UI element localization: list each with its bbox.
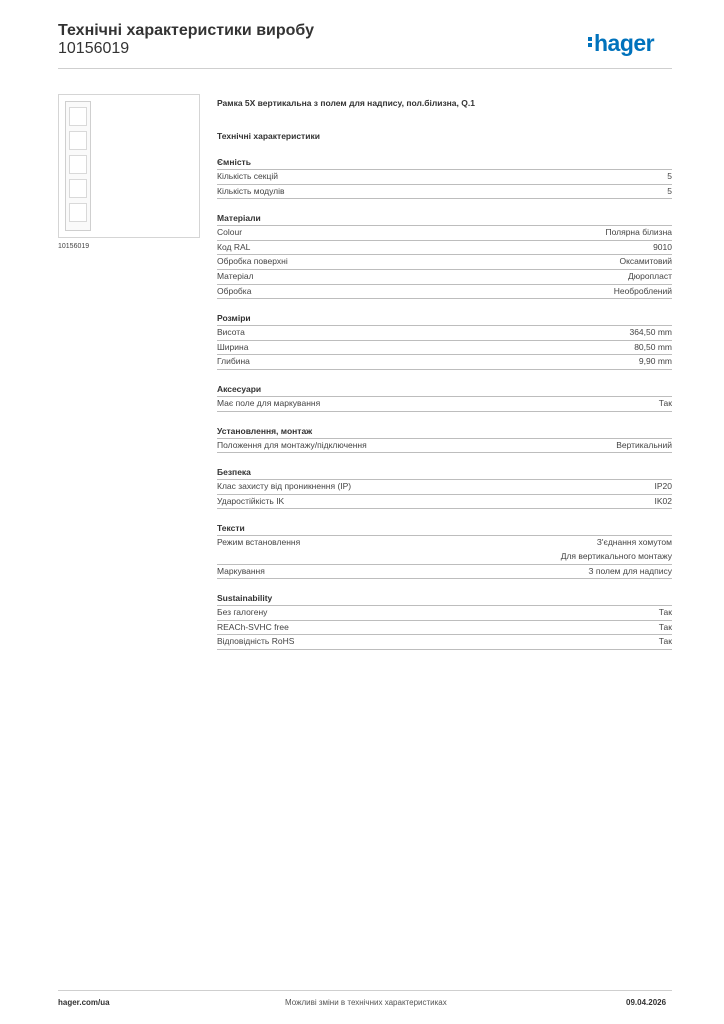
footer-date: 09.04.2026: [626, 998, 667, 1007]
frame-cell: [69, 203, 87, 222]
footer-disclaimer: Можливі зміни в технічних характеристиках: [285, 998, 447, 1007]
spec-value-cell: [655, 495, 673, 509]
page-title: Технічні характеристики виробу: [58, 22, 314, 39]
hager-logo: [588, 30, 654, 57]
frame-cell: [69, 131, 87, 150]
footer-website: hager.com/ua: [58, 998, 110, 1007]
spec-row: [217, 635, 672, 650]
spec-row: [217, 495, 672, 510]
spec-value-cell: [659, 635, 672, 649]
spec-row: [217, 480, 672, 495]
spec-value-cell: [639, 355, 672, 369]
spec-row: [217, 397, 672, 412]
spec-value-cell: [605, 226, 672, 240]
spec-row: [217, 565, 672, 580]
spec-value: 9,90 mm: [638, 356, 672, 367]
spec-row: [217, 226, 672, 241]
spec-label: Матеріал: [217, 270, 254, 281]
footer-divider: [58, 990, 672, 991]
frame-cell: [69, 155, 87, 174]
spec-label: Режим встановлення: [217, 537, 301, 548]
spec-value-cell: [628, 270, 672, 284]
spec-value: Так: [658, 621, 672, 632]
spec-label: Без галогену: [217, 607, 268, 618]
spec-label: Ударостійкість IK: [217, 495, 285, 506]
spec-label: Маркування: [217, 565, 265, 576]
product-image: [58, 94, 200, 238]
section-heading: Технічні характеристики: [217, 131, 320, 141]
spec-label: Обробка поверхні: [217, 256, 288, 267]
spec-row: [217, 255, 672, 270]
spec-group-title: Тексти: [217, 521, 672, 536]
spec-label: Клас захисту від проникнення (IP): [217, 481, 352, 492]
spec-label: Кількість модулів: [217, 185, 285, 196]
spec-value-line2: Для вертикального монтажу: [560, 550, 672, 561]
image-caption: 10156019: [58, 243, 90, 250]
spec-value-cell: [561, 536, 672, 563]
spec-value-cell: [634, 341, 672, 355]
spec-value: IP20: [654, 481, 672, 492]
spec-row: [217, 606, 672, 621]
spec-row: [217, 621, 672, 636]
spec-label: Ширина: [217, 341, 249, 352]
spec-row: [217, 270, 672, 285]
spec-value: Так: [658, 397, 672, 408]
header-divider: [58, 68, 672, 69]
spec-group-title: Розміри: [217, 311, 672, 326]
spec-group-title: Безпека: [217, 465, 672, 480]
spec-value: Полярна білизна: [605, 227, 672, 238]
spec-value-cell: [659, 606, 672, 620]
spec-value: Так: [658, 607, 672, 618]
spec-group-title: Sustainability: [217, 591, 672, 606]
spec-value-cell: [667, 170, 672, 184]
spec-value-cell: [659, 621, 672, 635]
spec-row: [217, 326, 672, 341]
spec-value: 5: [667, 185, 672, 196]
spec-label: REACh-SVHC free: [217, 621, 289, 632]
spec-label: Відповідність RoHS: [217, 636, 295, 647]
product-title: Рамка 5X вертикальна з полем для надпису, пол.білизна, Q.1: [217, 98, 475, 108]
logo-dots-icon: [588, 35, 593, 49]
spec-row: [217, 185, 672, 200]
spec-label: Кількість секцій: [217, 171, 278, 181]
spec-value: З'єднання хомутом: [596, 537, 672, 548]
spec-value-cell: [653, 241, 672, 255]
frame-cell: [69, 179, 87, 198]
spec-group-title: Аксесуари: [217, 382, 672, 397]
spec-row: [217, 439, 672, 454]
spec-value: 80,50 mm: [634, 341, 672, 352]
spec-value-cell: [629, 326, 672, 340]
spec-value-cell: [659, 397, 672, 411]
spec-label: Глибина: [217, 356, 250, 367]
spec-row: [217, 241, 672, 256]
spec-value: Оксамитовий: [619, 256, 672, 267]
spec-label: Colour: [217, 227, 243, 238]
spec-value: Дюропласт: [627, 270, 672, 281]
spec-value-cell: [614, 285, 672, 299]
spec-label: Обробка: [217, 285, 252, 296]
spec-value-cell: [655, 480, 673, 494]
spec-value: Вертикальний: [616, 439, 672, 450]
spec-group-title: Ємність: [217, 155, 672, 170]
spec-value: 364,50 mm: [629, 327, 672, 338]
spec-value: З полем для надпису: [588, 565, 672, 576]
spec-value: Так: [658, 636, 672, 647]
frame-cell: [69, 107, 87, 126]
logo-text: hager: [594, 30, 655, 56]
product-code: 10156019: [58, 40, 130, 57]
spec-row: [217, 285, 672, 300]
spec-group-title: Матеріали: [217, 211, 672, 226]
spec-label: Код RAL: [217, 241, 251, 252]
spec-value-cell: [667, 185, 672, 199]
spec-row: [217, 170, 672, 185]
spec-value-cell: [619, 255, 672, 269]
spec-label: Висота: [217, 327, 245, 338]
spec-row: [217, 341, 672, 356]
spec-row: [217, 355, 672, 370]
spec-content: [217, 95, 672, 650]
frame-illustration: [65, 101, 91, 231]
spec-label: Положення для монтажу/підключення: [217, 439, 367, 450]
spec-row: [217, 536, 672, 564]
spec-value: 9010: [653, 241, 672, 252]
spec-label: Має поле для маркування: [217, 397, 321, 408]
spec-value-cell: [588, 565, 672, 579]
spec-value: IK02: [654, 495, 672, 506]
spec-group-title: Установлення, монтаж: [217, 424, 672, 439]
spec-groups: [217, 155, 672, 650]
spec-value: Необроблений: [613, 285, 672, 296]
spec-value-cell: [616, 439, 672, 453]
spec-value: 5: [667, 171, 672, 181]
